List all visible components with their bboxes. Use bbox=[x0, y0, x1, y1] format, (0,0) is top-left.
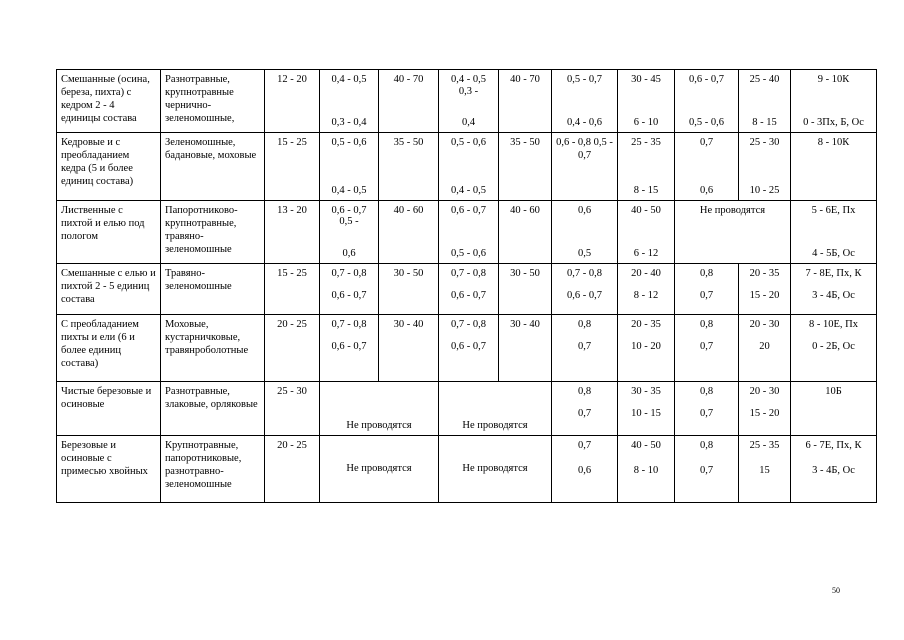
value-cell bbox=[552, 264, 618, 315]
value-cell bbox=[439, 200, 499, 263]
value-cell: 30 - 50 bbox=[379, 264, 439, 315]
age-cell: 15 - 25 bbox=[265, 264, 320, 315]
value-line: 6 - 7Е, Пх, К bbox=[805, 439, 862, 451]
forest-type-cell: Лиственные с пихтой и елью под пологом bbox=[57, 200, 161, 263]
value-line: 0,4 - 0,6 bbox=[567, 117, 602, 129]
value-cell: 35 - 50 bbox=[499, 133, 552, 200]
composition-cell bbox=[791, 435, 877, 502]
value-line: 0,3 - 0,4 bbox=[331, 117, 367, 129]
value-cell bbox=[618, 435, 675, 502]
value-line: 0,7 bbox=[699, 464, 714, 476]
table-row bbox=[57, 315, 877, 382]
table-row bbox=[57, 435, 877, 502]
value-cell bbox=[439, 315, 499, 382]
value-line: 20 - 35 bbox=[631, 319, 661, 331]
forest-group-cell: Разнотравные, крупнотравные чернично-зеленомошные, bbox=[161, 70, 265, 133]
composition-cell bbox=[791, 200, 877, 263]
value-line: 20 - 30 bbox=[749, 319, 780, 331]
value-cell bbox=[739, 264, 791, 315]
value-line: 10 - 15 bbox=[631, 408, 661, 420]
value-line: 0,7 bbox=[577, 341, 592, 353]
value-cell bbox=[675, 133, 739, 200]
value-line: 8 - 15 bbox=[633, 184, 659, 196]
value-cell bbox=[552, 70, 618, 133]
value-line: 0,6 - 0,7 bbox=[689, 74, 724, 85]
value-cell bbox=[320, 70, 379, 133]
value-line: 15 - 20 bbox=[749, 290, 780, 302]
value-cell bbox=[675, 70, 739, 133]
age-cell: 20 - 25 bbox=[265, 435, 320, 502]
value-cell bbox=[675, 382, 739, 435]
value-line: 3 - 4Б, Ос bbox=[812, 290, 855, 302]
value-cell: 35 - 50 bbox=[379, 133, 439, 200]
value-line: 25 - 35 bbox=[631, 137, 661, 149]
forest-type-cell: Кедровые и с преобладанием кедра (5 и более единиц состава) bbox=[57, 133, 161, 200]
table-row bbox=[57, 382, 877, 435]
value-cell bbox=[320, 264, 379, 315]
value-line: 8 - 15 bbox=[752, 117, 777, 129]
composition-cell bbox=[791, 70, 877, 133]
value-cell bbox=[739, 70, 791, 133]
value-line: 0 - 2Б, Ос bbox=[812, 341, 855, 353]
value-line: 0,7 - 0,8 bbox=[451, 319, 486, 331]
value-line: 25 - 40 bbox=[749, 74, 780, 85]
value-cell bbox=[320, 200, 379, 263]
value-line: 0,5 - bbox=[339, 216, 359, 228]
value-cell bbox=[618, 382, 675, 435]
value-line: 0,8 bbox=[699, 268, 714, 280]
forest-group-cell: Травяно-зеленомошные bbox=[161, 264, 265, 315]
forest-type-cell: Чистые березовые и осиновые bbox=[57, 382, 161, 435]
value-line: 15 bbox=[759, 464, 770, 476]
table-row bbox=[57, 200, 877, 263]
not-performed-cell: Не проводятся bbox=[320, 382, 439, 435]
value-cell: 40 - 70 bbox=[499, 70, 552, 133]
forest-type-cell: С преобладанием пихты и ели (6 и более единиц состава) bbox=[57, 315, 161, 382]
value-line: 30 - 35 bbox=[631, 386, 661, 398]
value-line: 0,8 bbox=[699, 319, 714, 331]
value-cell: 0,6 - 0,8 0,5 - 0,7 bbox=[552, 133, 618, 200]
value-line: 5 - 6Е, Пх bbox=[811, 204, 856, 216]
value-cell: 40 - 70 bbox=[379, 70, 439, 133]
value-line: 8 - 12 bbox=[633, 290, 659, 302]
value-line: 0,5 - 0,6 bbox=[331, 137, 367, 149]
value-line: 6 - 12 bbox=[633, 248, 659, 260]
value-line: 25 - 35 bbox=[749, 439, 780, 451]
table-row bbox=[57, 264, 877, 315]
value-line: 0,8 bbox=[577, 386, 592, 398]
value-line: 20 - 30 bbox=[749, 386, 780, 398]
value-line: 30 - 45 bbox=[631, 74, 661, 85]
value-line: 0,5 - 0,6 bbox=[689, 117, 724, 129]
value-cell: 30 - 50 bbox=[499, 264, 552, 315]
composition-cell: 10Б bbox=[791, 382, 877, 435]
value-line: 20 bbox=[759, 341, 770, 353]
value-line: 0,7 - 0,8 bbox=[567, 268, 602, 280]
value-cell: 30 - 40 bbox=[499, 315, 552, 382]
age-cell: 12 - 20 bbox=[265, 70, 320, 133]
value-line: 0,6 - 0,7 bbox=[451, 341, 486, 353]
value-cell bbox=[552, 315, 618, 382]
age-cell: 25 - 30 bbox=[265, 382, 320, 435]
value-cell bbox=[739, 435, 791, 502]
value-line: 0,7 bbox=[699, 290, 714, 302]
value-cell bbox=[618, 70, 675, 133]
value-line: 40 - 50 bbox=[631, 204, 661, 216]
value-line: 4 - 5Б, Ос bbox=[812, 248, 855, 260]
value-line: 3 - 4Б, Ос bbox=[812, 464, 855, 476]
value-line: 0,7 - 0,8 bbox=[331, 319, 367, 331]
value-line: 0,6 - 0,7 bbox=[451, 204, 486, 216]
value-line: 0,6 - 0,7 bbox=[567, 290, 602, 302]
value-line: 0,8 bbox=[699, 439, 714, 451]
value-line: 10 - 20 bbox=[631, 341, 661, 353]
value-cell bbox=[739, 133, 791, 200]
value-cell bbox=[320, 133, 379, 200]
value-cell bbox=[439, 133, 499, 200]
value-line: 15 - 20 bbox=[749, 408, 780, 420]
forest-group-cell: Разнотравные, злаковые, орляковые bbox=[161, 382, 265, 435]
value-line: 20 - 35 bbox=[749, 268, 780, 280]
value-line: 0,7 bbox=[577, 408, 592, 420]
value-line: 0,4 - 0,5 bbox=[331, 74, 367, 85]
value-line: 0,6 bbox=[577, 204, 592, 216]
value-line: 0,6 bbox=[577, 464, 592, 476]
value-line: 0,6 - 0,7 bbox=[331, 290, 367, 302]
value-line: 0,4 - 0,5 bbox=[331, 184, 367, 196]
value-line: 0 - 3Пх, Б, Ос bbox=[803, 117, 864, 129]
value-cell bbox=[675, 435, 739, 502]
value-line: 0,3 - bbox=[458, 85, 479, 97]
forest-type-cell: Березовые и осиновые с примесью хвойных bbox=[57, 435, 161, 502]
forest-group-cell: Папоротниково-крупнотравные, травяно-зеленомошные bbox=[161, 200, 265, 263]
age-cell: 15 - 25 bbox=[265, 133, 320, 200]
value-line: 0,6 bbox=[342, 248, 356, 260]
value-line: 0,5 - 0,6 bbox=[451, 248, 486, 260]
value-line: 0,6 - 0,7 bbox=[331, 204, 367, 216]
not-performed-cell: Не проводятся bbox=[675, 200, 791, 263]
value-line: 8 - 10Е, Пх bbox=[809, 319, 858, 331]
age-cell: 20 - 25 bbox=[265, 315, 320, 382]
value-cell bbox=[618, 315, 675, 382]
value-line: 0,7 - 0,8 bbox=[451, 268, 486, 280]
value-line: 0,7 bbox=[699, 408, 714, 420]
not-performed-cell: Не проводятся bbox=[320, 435, 439, 502]
value-line: 0,4 bbox=[461, 117, 476, 129]
forest-type-cell: Смешанные (осина, береза, пихта) с кедром 2 - 4 единицы состава bbox=[57, 70, 161, 133]
value-cell bbox=[618, 264, 675, 315]
value-line: 9 - 10К bbox=[817, 74, 850, 85]
not-performed-cell: Не проводятся bbox=[439, 382, 552, 435]
value-line: 25 - 30 bbox=[749, 137, 780, 149]
value-cell bbox=[552, 435, 618, 502]
value-cell bbox=[439, 70, 499, 133]
value-cell: 40 - 60 bbox=[379, 200, 439, 263]
composition-cell bbox=[791, 264, 877, 315]
forest-group-cell: Крупнотравные, папоротниковые, разнотравно-зеленомошные bbox=[161, 435, 265, 502]
value-cell bbox=[552, 200, 618, 263]
value-line: 0,4 - 0,5 bbox=[451, 184, 486, 196]
value-cell bbox=[675, 315, 739, 382]
value-cell: 30 - 40 bbox=[379, 315, 439, 382]
table-row bbox=[57, 70, 877, 133]
forest-group-cell: Зеленомошные, бадановые, моховые bbox=[161, 133, 265, 200]
value-line: 6 - 10 bbox=[633, 117, 659, 129]
table-row bbox=[57, 133, 877, 200]
value-line: 0,7 bbox=[577, 439, 592, 451]
value-cell bbox=[552, 382, 618, 435]
value-line: 0,8 bbox=[577, 319, 592, 331]
forest-group-cell: Моховые, кустарничковые, травянроболотные bbox=[161, 315, 265, 382]
value-line: 0,7 bbox=[699, 341, 714, 353]
value-line: 0,4 - 0,5 bbox=[451, 74, 486, 85]
value-line: 0,7 - 0,8 bbox=[331, 268, 367, 280]
composition-cell bbox=[791, 315, 877, 382]
forest-type-cell: Смешанные с елью и пихтой 2 - 5 единиц состава bbox=[57, 264, 161, 315]
value-cell bbox=[739, 315, 791, 382]
page-number: 50 bbox=[832, 586, 840, 595]
composition-cell: 8 - 10К bbox=[791, 133, 877, 200]
value-line: 0,5 - 0,7 bbox=[567, 74, 602, 85]
value-line: 7 - 8Е, Пх, К bbox=[805, 268, 862, 280]
value-line: 0,7 bbox=[699, 137, 714, 149]
forest-thinning-table bbox=[56, 69, 877, 503]
value-cell: 40 - 60 bbox=[499, 200, 552, 263]
value-cell bbox=[618, 133, 675, 200]
value-line: 10 - 25 bbox=[749, 184, 780, 196]
value-line: 40 - 50 bbox=[631, 439, 661, 451]
value-line: 0,6 - 0,7 bbox=[331, 341, 367, 353]
value-line: 0,5 - 0,6 bbox=[451, 137, 486, 149]
value-cell bbox=[439, 264, 499, 315]
value-line: 0,8 bbox=[699, 386, 714, 398]
value-line: 8 - 10 bbox=[633, 464, 659, 476]
value-cell bbox=[675, 264, 739, 315]
value-line: 0,5 bbox=[577, 248, 592, 260]
value-cell bbox=[739, 382, 791, 435]
value-line: 0,6 - 0,7 bbox=[451, 290, 486, 302]
value-line: 20 - 40 bbox=[631, 268, 661, 280]
value-line: 0,6 bbox=[699, 184, 714, 196]
value-cell bbox=[320, 315, 379, 382]
not-performed-cell: Не проводятся bbox=[439, 435, 552, 502]
age-cell: 13 - 20 bbox=[265, 200, 320, 263]
value-cell bbox=[618, 200, 675, 263]
